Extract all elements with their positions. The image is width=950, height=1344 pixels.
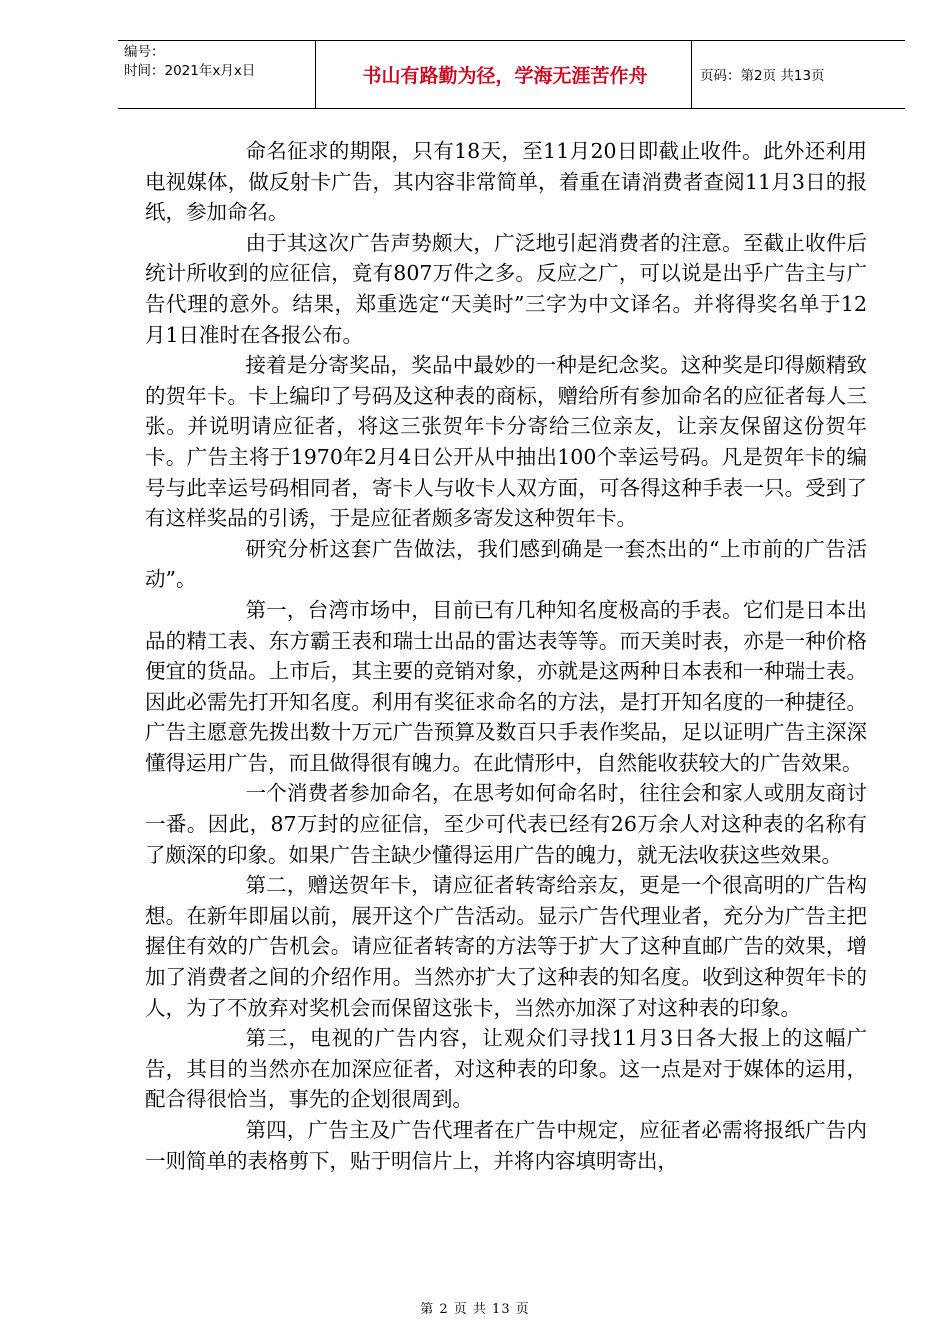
body-paragraph: 第二，赠送贺年卡，请应征者转寄给亲友，更是一个很高明的广告构想。在新年即届以前，展开这个广告活动。显示广告代理业者，充分为广告主把握住有效的广告机会。请应征者转寄的方法等于扩大了这种直邮广告的效果，增加了消费者之间的介绍作用。当然亦扩大了这种表的知名度。收到这种贺年卡的人，为了不放弃对奖机会而保留这张卡，当然亦加深了对这种表的印象。: [145, 873, 867, 1020]
document-number: 编号：: [124, 44, 165, 60]
header-divider-left: [315, 40, 316, 108]
body-paragraph: 由于其这次广告声势颇大，广泛地引起消费者的注意。至截止收件后统计所收到的应征信，竟有807万件之多。反应之广，可以说是出乎广告主与广告代理的意外。结果，郑重选定“天美时”三字为中文译名。并将得奖名单于12月1日准时在各报公布。: [145, 230, 867, 347]
body-paragraph: 一个消费者参加命名，在思考如何命名时，往往会和家人或朋友商讨一番。因此，87万封的应征信，至少可代表已经有26万余人对这种表的名称有了颇深的印象。如果广告主缺少懂得运用广告的魄力，就无法收获这些效果。: [145, 781, 867, 867]
page-header: [118, 40, 905, 108]
page-footer: 第 2 页 共 13 页: [420, 1302, 530, 1317]
body-paragraph: 第一，台湾市场中，目前已有几种知名度极高的手表。它们是日本出品的精工表、东方霸王表和瑞士出品的雷达表等等。而天美时表，亦是一种价格便宜的货品。上市后，其主要的竞销对象，亦就是这两种日本表和一种瑞士表。因此必需先打开知名度。利用有奖征求命名的方法，是打开知名度的一种捷径。广告主愿意先拨出数十万元广告预算及数百只手表作奖品，足以证明广告主深深懂得运用广告，而且做得很有魄力。在此情形中，自然能收获较大的广告效果。: [145, 597, 867, 775]
body-paragraph: 接着是分寄奖品，奖品中最妙的一种是纪念奖。这种奖是印得颇精致的贺年卡。卡上编印了号码及这种表的商标，赠给所有参加命名的应征者每人三张。并说明请应征者，将这三张贺年卡分寄给三位亲友，让亲友保留这份贺年卡。广告主将于1970年2月4日公开从中抽出100个幸运号码。凡是贺年卡的编号与此幸运号码相同者，寄卡人与收卡人双方面，可各得这种手表一只。受到了有这样奖品的引诱，于是应征者颇多寄发这种贺年卡。: [145, 353, 867, 531]
document-time: 时间：2021年x月x日: [124, 63, 256, 79]
header-page-info: 页码：第2页 共13页: [700, 68, 825, 84]
header-bottom-rule: [118, 108, 905, 109]
body-paragraph: 研究分析这套广告做法，我们感到确是一套杰出的“上市前的广告活动”。: [145, 536, 867, 592]
body-paragraph: 第四，广告主及广告代理者在广告中规定，应征者必需将报纸广告内一则简单的表格剪下，贴于明信片上，并将内容填明寄出，: [145, 1118, 867, 1173]
body-paragraph: 命名征求的期限，只有18天，至11月20日即截止收件。此外还利用电视媒体，做反射卡广告，其内容非常简单，着重在请消费者查阅11月3日的报纸，参加命名。: [145, 139, 867, 225]
body-paragraph: 第三，电视的广告内容，让观众们寻找11月3日各大报上的这幅广告，其目的当然亦在加深应征者，对这种表的印象。这一点是对于媒体的运用，配合得很恰当，事先的企划很周到。: [145, 1026, 867, 1112]
document-body: [145, 136, 867, 1176]
header-motto: 书山有路勤为径，学海无涯苦作舟: [362, 64, 648, 87]
header-meta: [124, 43, 255, 81]
